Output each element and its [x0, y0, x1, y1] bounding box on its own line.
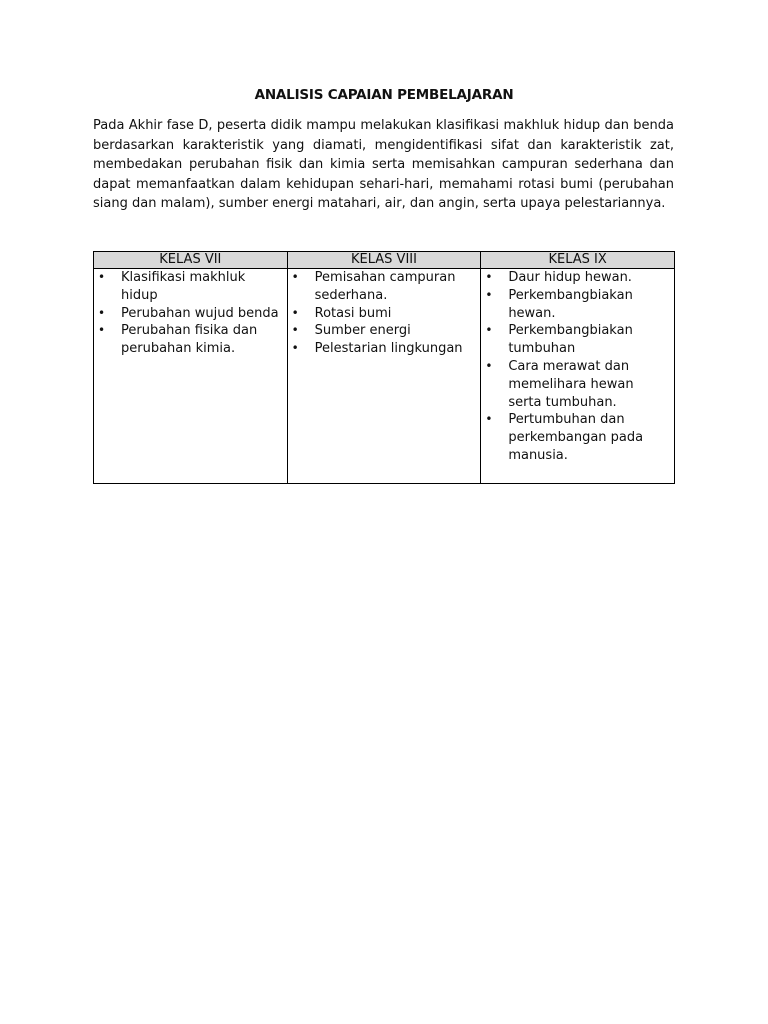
header-kelas-viii: KELAS VIII	[287, 252, 481, 269]
list-item-text: Daur hidup hewan.	[508, 270, 632, 285]
page-title: ANALISIS CAPAIAN PEMBELAJARAN	[254, 87, 514, 103]
list-item-text: Pemisahan campuran sederhana.	[314, 270, 456, 303]
list-item	[288, 340, 481, 358]
header-kelas-vii: KELAS VII	[94, 252, 288, 269]
list-item-text: Sumber energi	[314, 323, 411, 339]
bullet-icon: •	[98, 323, 106, 338]
kelas-table	[93, 251, 675, 484]
list-item	[288, 322, 481, 340]
list-item	[481, 287, 674, 323]
bullet-icon: •	[485, 323, 493, 338]
list-kelas-viii	[288, 269, 481, 358]
list-item-text: Perubahan wujud benda	[121, 305, 279, 321]
list-item	[481, 411, 674, 464]
list-kelas-ix	[481, 269, 674, 465]
list-item	[94, 322, 287, 358]
list-item-text: Pertumbuhan dan perkembangan pada manusia.	[508, 412, 644, 463]
list-item	[481, 322, 674, 358]
list-item-text: Rotasi bumi	[314, 305, 392, 321]
header-kelas-ix: KELAS IX	[481, 252, 675, 269]
cell-kelas-ix	[481, 269, 675, 484]
cell-kelas-viii	[287, 269, 481, 484]
bullet-icon: •	[291, 305, 299, 320]
bullet-icon: •	[485, 412, 493, 427]
bullet-icon: •	[485, 287, 493, 302]
list-item-text: Perkembangbiakan hewan.	[508, 287, 633, 321]
list-item-text: Perkembangbiakan tumbuhan	[508, 323, 633, 357]
list-item	[288, 269, 481, 305]
bullet-icon: •	[291, 341, 299, 356]
bullet-icon: •	[98, 305, 106, 320]
intro-paragraph: Pada Akhir fase D, peserta didik mampu melakukan klasifikasi makhluk hidup dan benda berdasarkan karakteristik yang diamati, mengidentifikasi sifat dan karakteristik zat, membedakan perubahan fisik dan kimia serta memisahkan campuran sederhana dan dapat memanfaatkan dalam kehidupan sehari-hari, memahami rotasi bumi (perubahan siang dan malam), sumber energi matahari, air, dan angin, serta upaya pelestariannya.	[93, 118, 674, 211]
list-item-text: Pelestarian lingkungan	[314, 341, 463, 357]
table-row	[94, 269, 675, 484]
bullet-icon: •	[291, 323, 299, 338]
bullet-icon: •	[98, 270, 106, 284]
list-item	[94, 305, 287, 323]
list-item	[481, 269, 674, 287]
table-header-row	[94, 252, 675, 269]
list-item	[288, 305, 481, 323]
list-item	[94, 269, 287, 305]
cell-kelas-vii	[94, 269, 288, 484]
list-item-text: Perubahan fisika dan perubahan kimia.	[121, 323, 258, 357]
list-item	[481, 358, 674, 411]
bullet-icon: •	[485, 358, 493, 373]
bullet-icon: •	[485, 270, 493, 284]
list-item-text: Klasifikasi makhluk hidup	[121, 270, 246, 303]
list-kelas-vii	[94, 269, 287, 358]
bullet-icon: •	[291, 270, 299, 284]
list-item-text: Cara merawat dan memelihara hewan serta tumbuhan.	[508, 358, 634, 410]
